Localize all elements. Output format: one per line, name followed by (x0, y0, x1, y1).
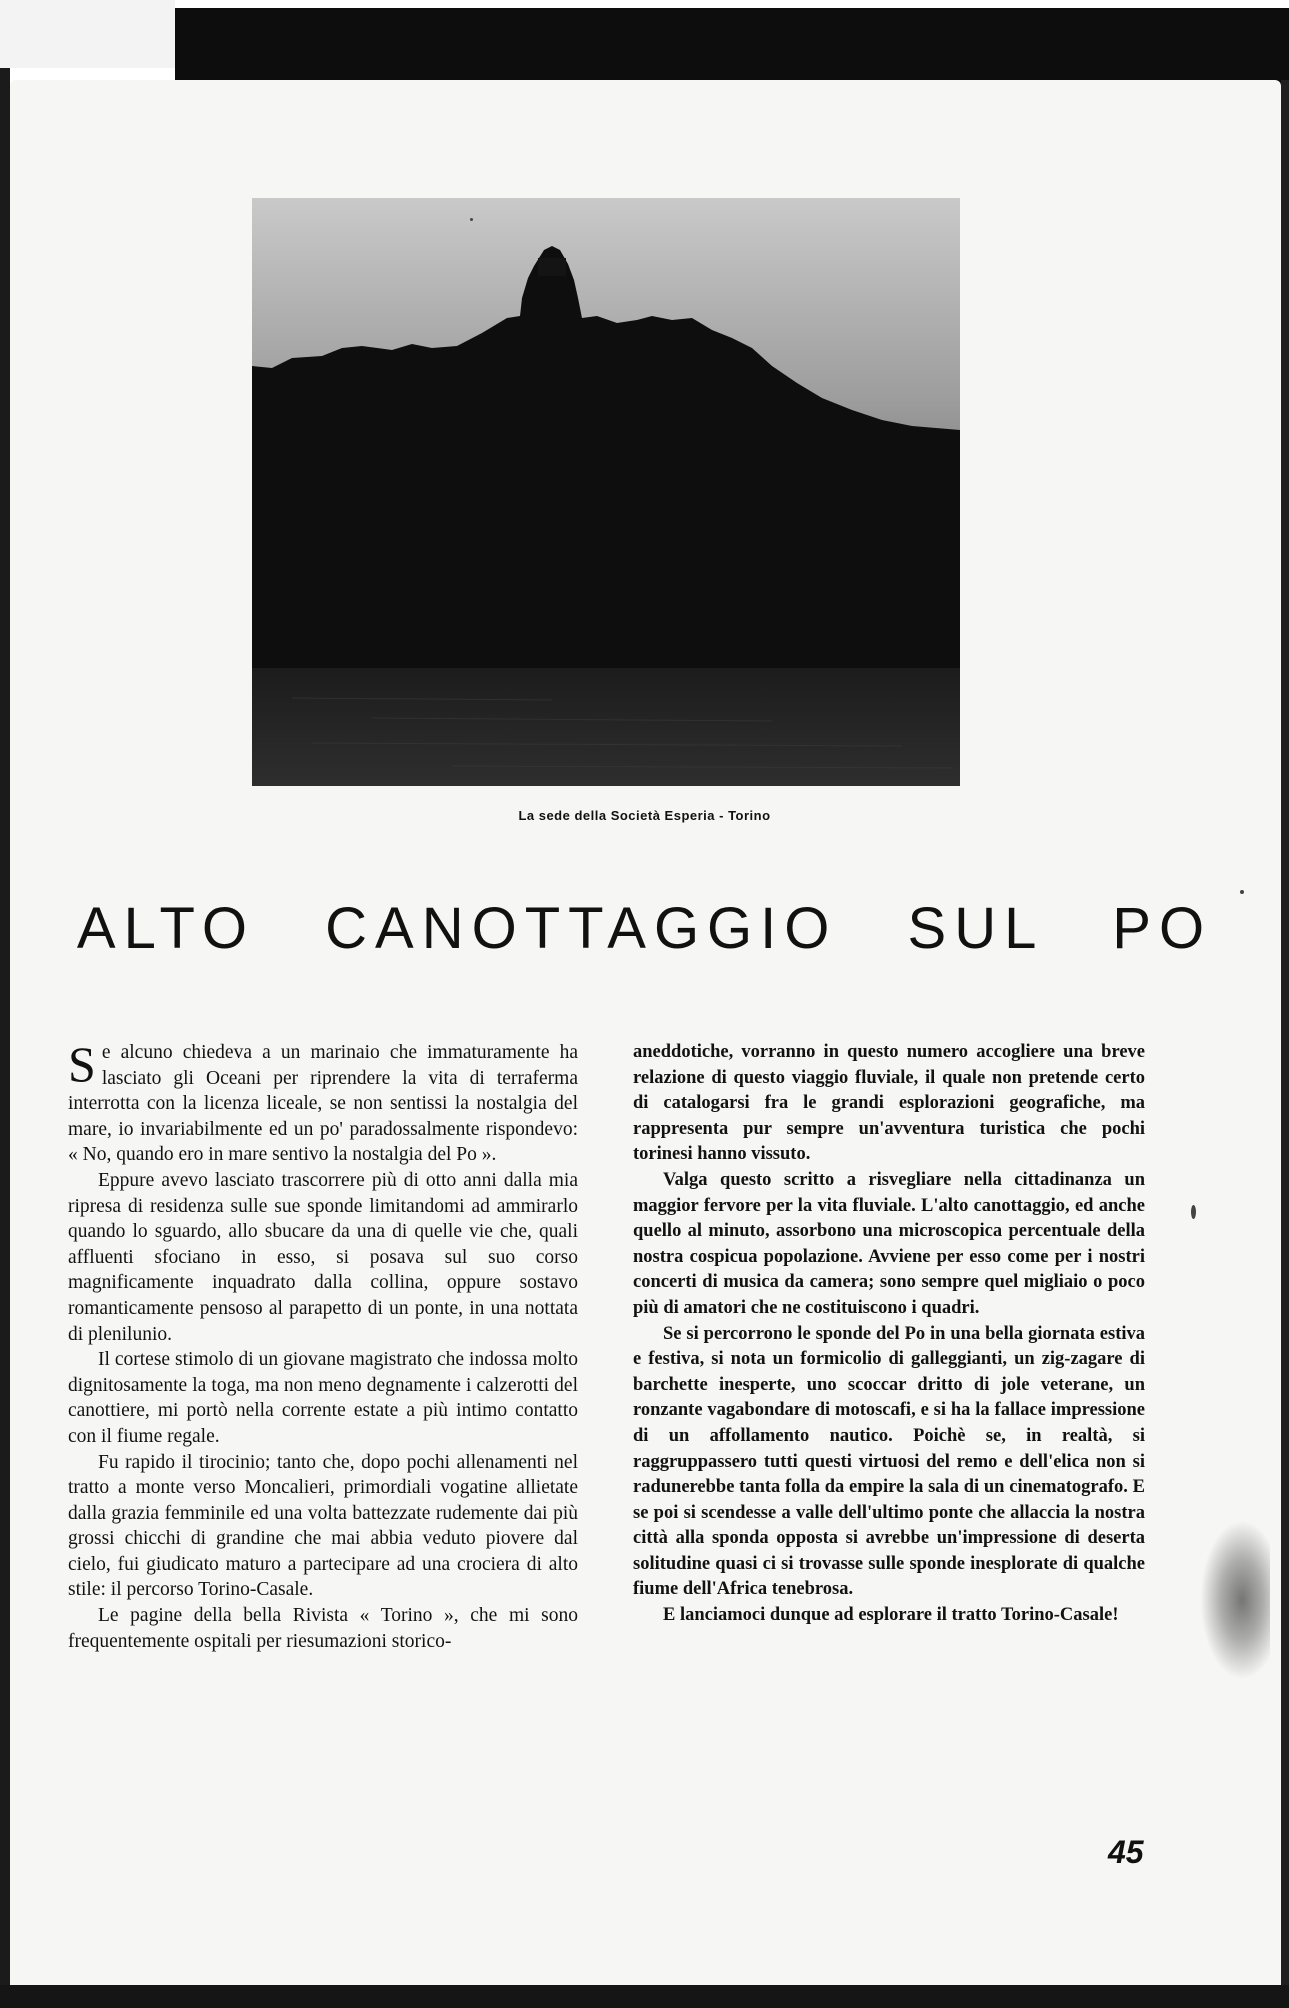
paragraph: Il cortese stimolo di un giovane magistrato che indossa molto dignitosamente la toga, ma non meno degnamente i calzerotti del canottiere, mi portò nella corrente estate a più intimo contatto con il fiume regale. (68, 1349, 578, 1447)
scan-border-top-left (0, 0, 175, 68)
paragraph-text: e alcuno chiedeva a un marinaio che immaturamente ha lasciato gli Oceani per riprendere la vita di terraferma interrotta con la licenza liceale, se non sentissi la nostalgia del mare, io invariabilmente ed un po' paradossalmente rispondevo: « No, quando ero in mare sentivo la nostalgia del Po ». (68, 1042, 578, 1166)
paragraph: Fu rapido il tirocinio; tanto che, dopo pochi allenamenti nel tratto a monte verso Moncalieri, primordiali vogatine allietate dalla grazia femminile ed una volta battezzate rudemente dai più grossi chicchi di grandine che mai abbia veduto piovere dal cielo, fui giudicato maturo a partecipare ad una crociera di alto stile: il percorso Torino-Casale. (68, 1451, 578, 1601)
photo-hill-silhouette (252, 198, 960, 786)
paragraph: E lanciamoci dunque ad esplorare il tratto Torino-Casale! (663, 1605, 1119, 1626)
page-number: 45 (1108, 1834, 1144, 1870)
drop-cap: S (68, 1036, 96, 1092)
paragraph: Se si percorrono le sponde del Po in una bella giornata estiva e festiva, si nota un formicolio di galleggianti, un zig-zagare di barchette inesperte, uno scoccar dritto di jole veterane, un ronzante vagabondare di motoscafi, e si ha la fallace impressione di un affollamento nautico. Poichè se, in realtà, si raggruppassero tutti questi virtuosi del remo e dell'elica non si radunerebbe tanta folla da empire la sala di un cinematografo. E se poi si scendesse a valle dell'ultimo ponte che allaccia la nostra città alla sponda opposta si avrebbe un'impressione di deserta solitudine quasi ci si trovasse sulle sponde inesplorate di qualche fiume dell'Africa tenebrosa. (633, 1323, 1145, 1600)
paragraph: Valga questo scritto a risvegliare nella cittadinanza un maggior fervore per la vita fluviale. L'alto canottaggio, ed anche quello al minuto, assorbono una microscopica percentuale della nostra cospicua popolazione. Avviene per esso come per i nostri concerti di musica da camera; sono sempre quel migliaio o poco più di amatori che ne costituiscono i quadri. (633, 1169, 1145, 1318)
text-column-right (633, 1040, 1145, 1629)
scan-border-left (0, 68, 10, 2008)
scan-speck (1191, 1205, 1196, 1219)
paragraph: Eppure avevo lasciato trascorrere più di otto anni dalla mia ripresa di residenza sulle sue sponde limitandomi ad ammirarlo quando lo sguardo, allo sbucare da una di quelle vie che, quali affluenti sfociano in esso, si posava sul suo corso magnificamente inquadrato dalla collina, oppure sostavo romanticamente pensoso al parapetto di un ponte, in una nottata di plenilunio. (68, 1169, 578, 1345)
paragraph: aneddotiche, vorranno in questo numero accogliere una breve relazione di questo viaggio fluviale, il quale non pretende certo di catalogarsi fra le grandi esplorazioni geografiche, ma rappresenta pur sempre un'avventura turistica che pochi torinesi hanno vissuto. (633, 1042, 1145, 1165)
paragraph (68, 1036, 578, 1168)
scan-border-bottom (0, 1985, 1289, 2008)
scan-speck (1240, 890, 1244, 894)
article-title: ALTO CANOTTAGGIO SUL PO (76, 896, 1213, 961)
scan-border-right (1281, 80, 1289, 2008)
scan-smudge (1200, 1520, 1270, 1680)
photo-caption: La sede della Società Esperia - Torino (518, 808, 771, 823)
paragraph: Le pagine della bella Rivista « Torino », che mi sono frequentemente ospitali per riesumazioni storico- (68, 1605, 578, 1652)
scan-speck (470, 218, 473, 221)
text-column-left (68, 1036, 578, 1654)
